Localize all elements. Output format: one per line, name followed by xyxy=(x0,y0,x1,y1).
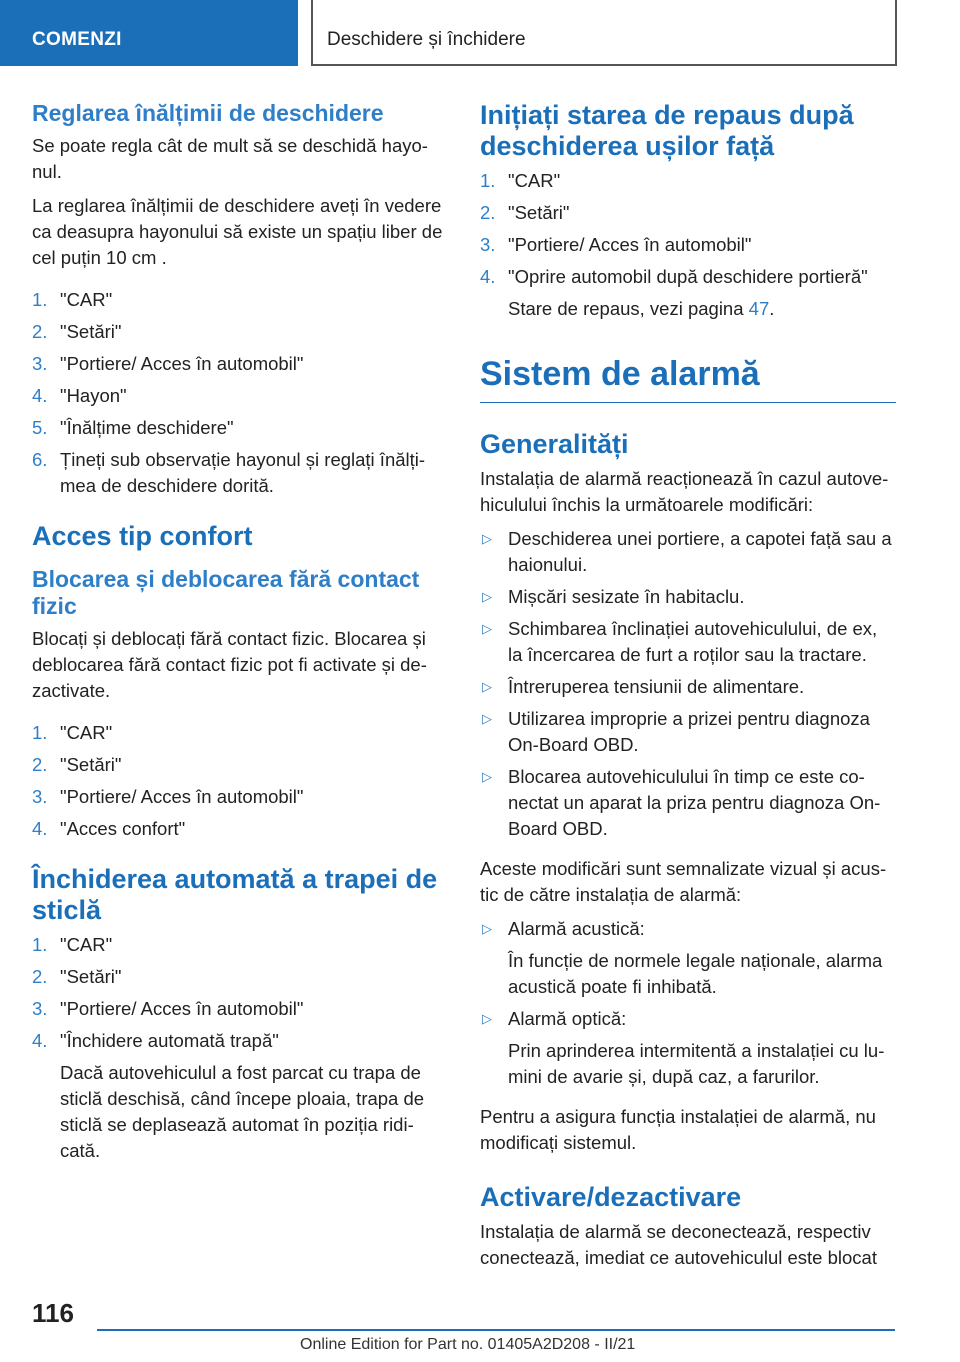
step-number: 6. xyxy=(32,449,48,470)
steps-list xyxy=(480,168,896,322)
step-text: "Portiere/ Acces în automobil" xyxy=(60,786,304,807)
step-text: "Portiere/ Acces în automobil" xyxy=(60,353,304,374)
list-item xyxy=(32,784,450,810)
bullet-text: Întreruperea tensiunii de alimentare. xyxy=(508,676,805,697)
list-item xyxy=(480,200,896,226)
bullet-text: Alarmă acustică: xyxy=(508,918,645,939)
triangle-bullet-icon: ▷ xyxy=(482,589,492,604)
step-number: 1. xyxy=(32,722,48,743)
bullet-detail: Prin aprinderea intermitentă a instalației cu lu-mini de avarie și, după caz, a farurilor. xyxy=(508,1040,885,1087)
bullet-text: Blocarea autovehiculului în timp ce este co-nectat un aparat la priza pentru diagnoza On-Board OBD. xyxy=(508,766,881,839)
paragraph: Pentru a asigura funcția instalației de alarmă, nu modificați sistemul. xyxy=(480,1106,876,1153)
list-item xyxy=(32,415,450,441)
triangle-bullet-icon: ▷ xyxy=(482,679,492,694)
list-item xyxy=(480,526,896,578)
steps-list xyxy=(32,720,450,842)
list-item xyxy=(480,1006,896,1090)
step-text: Țineți sub observație hayonul și reglați înălți-mea de deschidere dorită. xyxy=(60,449,426,496)
list-item xyxy=(32,447,450,499)
steps-list xyxy=(32,287,450,499)
step-note: Dacă autovehiculul a fost parcat cu trapa de sticlă deschisă, când începe ploaia, trapa de sticlă se deplasează automat în poziția ridi-cată. xyxy=(60,1062,425,1161)
list-item xyxy=(32,720,450,746)
triangle-bullet-icon: ▷ xyxy=(482,769,492,784)
page-number: 116 xyxy=(32,1298,74,1328)
step-number: 3. xyxy=(480,234,496,255)
section-heading: Generalități xyxy=(480,429,629,459)
steps-list xyxy=(32,932,450,1164)
triangle-bullet-icon: ▷ xyxy=(482,1011,492,1026)
list-item xyxy=(480,232,896,258)
triangle-bullet-icon: ▷ xyxy=(482,621,492,636)
paragraph: Se poate regla cât de mult să se deschidă hayo-nul. xyxy=(32,135,428,182)
section-heading: Activare/dezactivare xyxy=(480,1182,742,1212)
step-text: "Acces confort" xyxy=(60,818,186,839)
list-item xyxy=(32,964,450,990)
paragraph: Blocați și deblocați fără contact fizic. Blocarea și deblocarea fără contact fizic pot fi activate și de-zactivate. xyxy=(32,628,427,701)
list-item xyxy=(32,383,450,409)
chapter-heading: Sistem de alarmă xyxy=(480,354,896,403)
list-item xyxy=(32,816,450,842)
bullet-detail: În funcție de normele legale naționale, alarma acustică poate fi inhibată. xyxy=(508,950,883,997)
bullet-text: Deschiderea unei portiere, a capotei față sau a haionului. xyxy=(508,528,892,575)
step-text: "Oprire automobil după deschidere portieră" xyxy=(508,266,868,287)
right-column xyxy=(480,100,896,1279)
step-text: "Setări" xyxy=(60,754,122,775)
edition-info: Online Edition for Part no. 01405A2D208 - II/21 xyxy=(300,1336,636,1353)
step-text: "Portiere/ Acces în automobil" xyxy=(60,998,304,1019)
step-number: 1. xyxy=(480,170,496,191)
list-item xyxy=(480,916,896,1000)
step-text: "Hayon" xyxy=(60,385,127,406)
list-item xyxy=(32,932,450,958)
bullet-text: Utilizarea improprie a prizei pentru diagnoza On-Board OBD. xyxy=(508,708,870,755)
step-number: 4. xyxy=(32,385,48,406)
step-number: 2. xyxy=(32,321,48,342)
triangle-bullet-icon: ▷ xyxy=(482,921,492,936)
list-item xyxy=(32,996,450,1022)
step-text: "CAR" xyxy=(60,289,113,310)
list-item xyxy=(480,764,896,842)
step-text: "CAR" xyxy=(60,934,113,955)
chapter-title: Deschidere și închidere xyxy=(327,29,526,50)
list-item xyxy=(32,351,450,377)
list-item xyxy=(32,752,450,778)
paragraph: Aceste modificări sunt semnalizate vizual și acus-tic de către instalația de alarmă: xyxy=(480,858,887,905)
triangle-bullet-icon: ▷ xyxy=(482,531,492,546)
section-tab xyxy=(0,0,298,66)
section-label: COMENZI xyxy=(32,29,122,50)
step-number: 4. xyxy=(32,1030,48,1051)
list-item xyxy=(32,319,450,345)
step-text: "CAR" xyxy=(508,170,561,191)
list-item xyxy=(480,264,896,322)
paragraph: Instalația de alarmă se deconectează, respectiv conectează, imediat ce autovehiculul este blocat xyxy=(480,1221,877,1268)
step-number: 1. xyxy=(32,289,48,310)
step-note xyxy=(508,296,896,322)
step-number: 2. xyxy=(32,966,48,987)
step-text: "Setări" xyxy=(60,966,122,987)
page-link[interactable]: 47 xyxy=(748,298,770,319)
step-text: "Închidere automată trapă" xyxy=(60,1030,279,1051)
section-heading: Inițiați starea de repaus după deschiderea ușilor față xyxy=(480,100,854,161)
paragraph: Instalația de alarmă reacționează în cazul autove-hiculului închis la următoarele modificări: xyxy=(480,468,889,515)
step-number: 3. xyxy=(32,998,48,1019)
step-number: 3. xyxy=(32,353,48,374)
step-number: 1. xyxy=(32,934,48,955)
section-heading: Acces tip confort xyxy=(32,521,253,551)
step-number: 4. xyxy=(480,266,496,287)
list-item xyxy=(480,168,896,194)
note-end: . xyxy=(769,298,775,319)
step-number: 3. xyxy=(32,786,48,807)
bullet-list xyxy=(480,916,896,1090)
step-number: 2. xyxy=(480,202,496,223)
step-text: "Portiere/ Acces în automobil" xyxy=(508,234,752,255)
list-item xyxy=(480,584,896,610)
step-number: 4. xyxy=(32,818,48,839)
chapter-header xyxy=(311,0,897,66)
step-text: "Setări" xyxy=(508,202,570,223)
step-text: "CAR" xyxy=(60,722,113,743)
bullet-text: Schimbarea înclinației autovehiculului, de ex, la încercarea de furt a roților sau la tractare. xyxy=(508,618,878,665)
left-column xyxy=(32,100,450,1178)
list-item xyxy=(32,287,450,313)
section-heading: Reglarea înălțimii de deschidere xyxy=(32,100,384,126)
triangle-bullet-icon: ▷ xyxy=(482,711,492,726)
list-item xyxy=(480,706,896,758)
list-item xyxy=(480,674,896,700)
step-number: 5. xyxy=(32,417,48,438)
paragraph: La reglarea înălțimii de deschidere aveți în vedere ca deasupra hayonului să existe un spațiu liber de cel puțin 10 cm . xyxy=(32,195,443,268)
bullet-text: Alarmă optică: xyxy=(508,1008,627,1029)
bullet-list xyxy=(480,526,896,842)
note-text: Stare de repaus, vezi pagina xyxy=(508,298,749,319)
list-item xyxy=(480,616,896,668)
step-number: 2. xyxy=(32,754,48,775)
footer-divider xyxy=(97,1329,895,1331)
list-item xyxy=(32,1028,450,1164)
section-heading: Închiderea automată a trapei de sticlă xyxy=(32,864,438,925)
bullet-text: Mișcări sesizate în habitaclu. xyxy=(508,586,745,607)
step-text: "Setări" xyxy=(60,321,122,342)
subsection-heading: Blocarea și deblocarea fără contact fizic xyxy=(32,566,420,619)
step-text: "Înălțime deschidere" xyxy=(60,417,234,438)
